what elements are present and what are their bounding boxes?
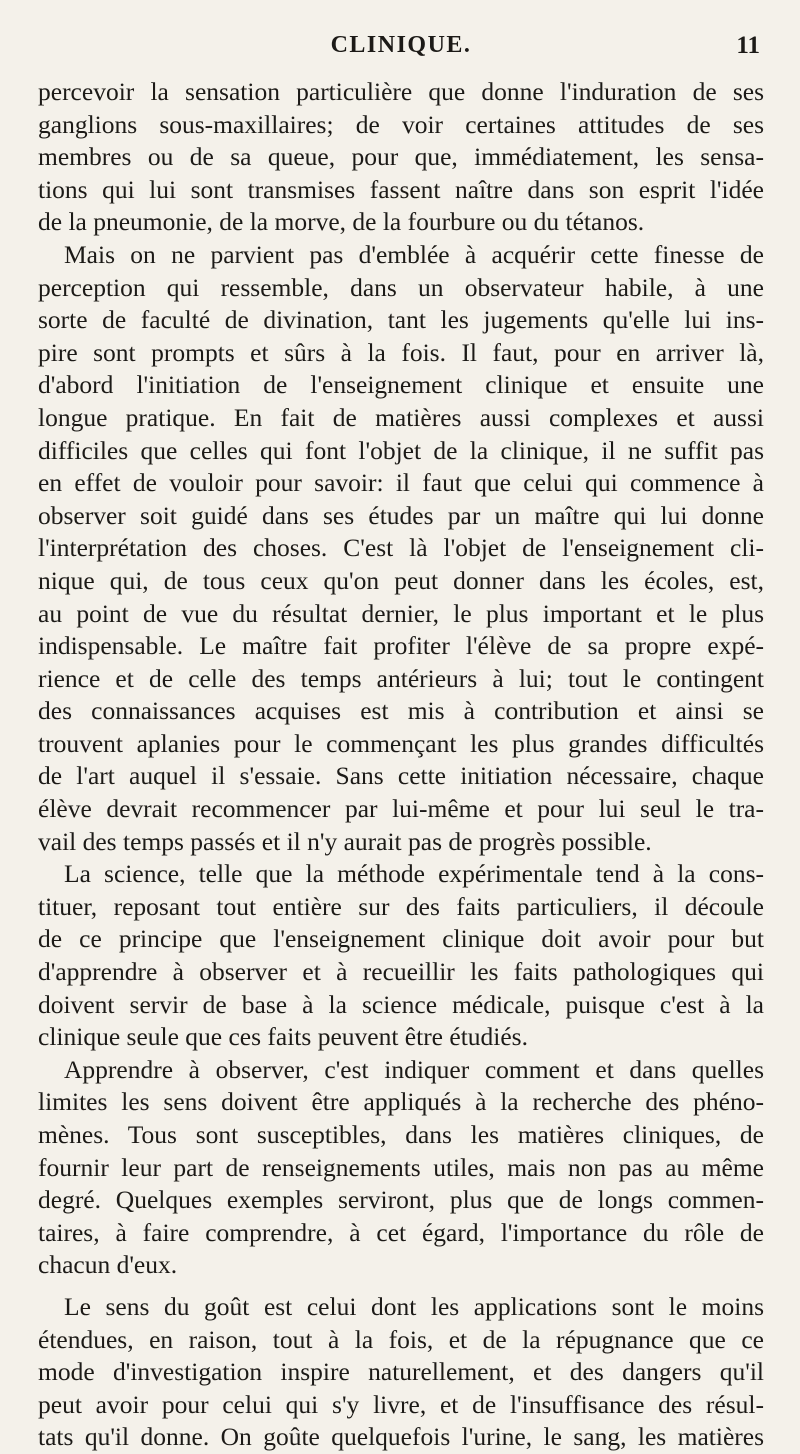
text-line: degré. Quelques exemples serviront, plus que de longs commen-: [38, 1185, 764, 1215]
text-line: clinique seule que ces faits peuvent être étudiés.: [38, 1022, 528, 1052]
text-line: sorte de faculté de divination, tant les jugements qu'elle lui ins-: [38, 305, 764, 335]
text-line: de l'art auquel il s'essaie. Sans cette initiation nécessaire, chaque: [38, 761, 764, 791]
text-line: au point de vue du résultat dernier, le plus important et le plus: [38, 598, 764, 628]
text-line: l'interprétation des choses. C'est là l'objet de l'enseignement cli-: [38, 533, 764, 563]
text-line: observer soit guidé dans ses études par un maître qui lui donne: [38, 500, 764, 530]
paragraph: [38, 239, 764, 858]
text-line: pire sont prompts et sûrs à la fois. Il faut, pour en arriver là,: [38, 337, 764, 367]
text-line: rience et de celle des temps antérieurs à lui; tout le contingent: [38, 663, 764, 693]
text-line: étendues, en raison, tout à la fois, et de la répugnance que ce: [38, 1324, 764, 1354]
text-line: nique qui, de tous ceux qu'on peut donner dans les écoles, est,: [38, 565, 764, 595]
text-line: en effet de vouloir pour savoir: il faut que celui qui commence à: [38, 468, 764, 498]
text-line: de ce principe que l'enseignement clinique doit avoir pour but: [38, 924, 764, 954]
text-line: tats qu'il donne. On goûte quelquefois l'urine, le sang, les matières: [38, 1422, 764, 1452]
page-number: 11: [736, 32, 760, 59]
text-line: chacun d'eux.: [38, 1250, 178, 1280]
running-header: [38, 32, 764, 66]
text-line: d'abord l'initiation de l'enseignement clinique et ensuite une: [38, 370, 764, 400]
text-line: taires, à faire comprendre, à cet égard, l'importance du rôle de: [38, 1217, 764, 1247]
paragraph: [38, 858, 764, 1054]
text-line: ganglions sous-maxillaires; de voir certaines attitudes de ses: [38, 109, 764, 139]
text-line: limites les sens doivent être appliqués à la recherche des phéno-: [38, 1087, 764, 1117]
text-line: doivent servir de base à la science médicale, puisque c'est à la: [38, 989, 764, 1019]
text-line: Le sens du goût est celui dont les applications sont le moins: [64, 1291, 764, 1321]
text-line: Mais on ne parvient pas d'emblée à acquérir cette finesse de: [64, 239, 764, 269]
text-line: peut avoir pour celui qui s'y livre, et de l'insuffisance des résul-: [38, 1389, 764, 1419]
text-line: percevoir la sensation particulière que donne l'induration de ses: [38, 77, 764, 106]
text-line: perception qui ressemble, dans un observateur habile, à une: [38, 272, 764, 302]
text-line: trouvent aplanies pour le commençant les plus grandes difficultés: [38, 728, 764, 758]
text-line: fournir leur part de renseignements utiles, mais non pas au même: [38, 1152, 764, 1182]
text-line: vail des temps passés et il n'y aurait pas de progrès possible.: [38, 826, 652, 856]
text-line: tions qui lui sont transmises fassent naître dans son esprit l'idée: [38, 174, 764, 204]
running-title: CLINIQUE.: [330, 32, 472, 58]
text-line: des connaissances acquises est mis à contribution et ainsi se: [38, 696, 764, 726]
body-text: [38, 76, 764, 1454]
text-line: Apprendre à observer, c'est indiquer comment et dans quelles: [64, 1054, 764, 1084]
paragraph: [38, 76, 764, 239]
text-line: indispensable. Le maître fait profiter l'élève de sa propre expé-: [38, 631, 764, 661]
text-line: d'apprendre à observer et à recueillir les faits pathologiques qui: [38, 957, 764, 987]
text-line: La science, telle que la méthode expérimentale tend à la cons-: [64, 859, 764, 889]
text-line: membres ou de sa queue, pour que, immédiatement, les sensa-: [38, 142, 764, 172]
text-line: de la pneumonie, de la morve, de la fourbure ou du tétanos.: [38, 207, 645, 237]
text-line: longue pratique. En fait de matières aussi complexes et aussi: [38, 402, 764, 432]
text-line: élève devrait recommencer par lui-même et pour lui seul le tra-: [38, 794, 764, 824]
text-line: difficiles que celles qui font l'objet de la clinique, il ne suffit pas: [38, 435, 764, 465]
text-line: tituer, reposant tout entière sur des faits particuliers, il découle: [38, 891, 764, 921]
paragraph: [38, 1291, 764, 1454]
text-line: mode d'investigation inspire naturellement, et des dangers qu'il: [38, 1357, 764, 1387]
text-line: mènes. Tous sont susceptibles, dans les matières cliniques, de: [38, 1120, 764, 1149]
paragraph: [38, 1054, 764, 1282]
